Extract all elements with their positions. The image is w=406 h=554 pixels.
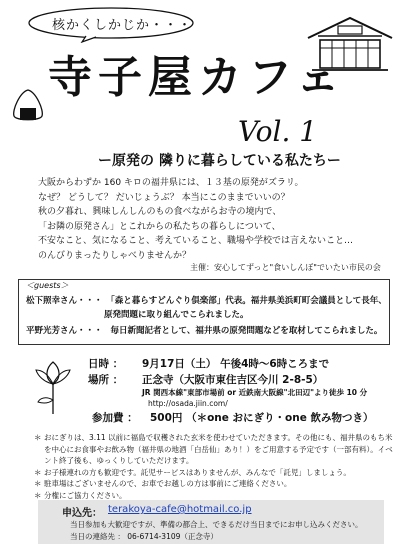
temple-url-link[interactable]: http://osada.jiin.com/ [148, 399, 228, 408]
lotus-icon [32, 356, 74, 416]
place-label: 場所 ： [88, 374, 124, 386]
intro-line: 不安なこと、気になること、考えていること、職場や学校では言えないこと… [38, 236, 354, 246]
intro-line: 大阪からわずか 160 キロの福井県には、１３基の原発がズラリ。 [38, 178, 304, 188]
note-mark: ＊ [34, 433, 42, 442]
date-value: 9月17日（土） 午後4時～6時ころまで [142, 358, 330, 370]
contact-email-link[interactable]: terakoya-cafe@hotmail.co.jp [108, 504, 252, 515]
contact-tel: 当日の連絡先 ： 06-6714-3109（正念寺） [70, 532, 218, 541]
guest-desc: 「森と暮らすどんぐり倶楽部」代表。福井県美浜町町会議員として長年、 [110, 296, 387, 306]
fee-value: 500円 （＊one おにぎり・one 飲み物つき） [150, 412, 374, 424]
note-mark: ＊ [34, 479, 42, 488]
guest-desc-cont: 原発問題に取り組んでこられました。 [104, 310, 249, 320]
contact-label: 申込先： [62, 508, 102, 519]
note-text: 駐車場はございませんので、お車でお越しの方は事前にご連絡ください。 [44, 479, 292, 488]
note-mark: ＊ [34, 490, 42, 500]
intro-line: のんびりまったりしゃべりませんか？ [38, 250, 192, 261]
guest-name: 松下照幸さん・・・ [26, 296, 103, 306]
note-item [34, 478, 394, 490]
note-text: おにぎりは、3.11 以前に福島で収穫された玄米を使わせていただきます。その他にも、福井県のもち米を中心にお食事やお飲み物（福井県の地酒「白岳仙」あり！）をご用意する予定です（一部有料）。イベント終了後も、ゆっくりしていただけます。 [44, 433, 393, 465]
volume-label: Vol. 1 [238, 115, 318, 148]
note-text: お子様連れの方も歓迎です。託児サービスはありませんが、みんなで「託児」しましょう。 [44, 467, 351, 477]
note-item [34, 467, 394, 479]
place-value: 正念寺（大阪市東住吉区今川 2-8-5） [142, 374, 324, 386]
guest-desc: 毎日新聞記者として、福井県の原発問題などを取材してこられました。 [110, 326, 383, 336]
subtitle: ー原発の 隣りに暮らしている私たちー [98, 153, 341, 169]
guest-entry [26, 325, 382, 337]
organizer-signature: 主催：安心してずっと"食いしんぼ"でいたい市民の会 [190, 263, 381, 272]
access-info: JR 関西本線"東部市場前 or 近鉄南大阪線"北田辺"より徒歩 10 分 [142, 388, 368, 397]
intro-line: なぜ？ どうして？ だいじょうぶ？ 本当にこのままでいいの？ [38, 192, 290, 203]
bubble-text: 核かくしかじか・・・ [52, 18, 193, 33]
note-mark: ＊ [34, 467, 42, 477]
notes-list [34, 432, 394, 501]
intro-line: 秋の夕暮れ、興味しんしんのもの食べながらお寺の境内で、 [38, 207, 282, 217]
page-title: 寺子屋カフェ [48, 52, 346, 103]
intro-line: 「お隣の原発さん」とこれからの私たちの暮らしについて、 [38, 221, 281, 232]
guest-name: 平野光芳さん・・・ [26, 326, 103, 336]
onigiri-icon [10, 88, 46, 122]
date-label: 日時 ： [88, 358, 124, 370]
guest-entry [26, 295, 387, 307]
contact-note: 当日参加も大歓迎ですが、準備の都合上、できるだけ当日までにお申し込みください。 [70, 520, 363, 529]
note-item [34, 432, 394, 467]
note-text: 分権にご協力ください。 [44, 490, 127, 500]
guests-heading: ＜guests＞ [26, 281, 69, 290]
intro-text [38, 176, 353, 263]
fee-label: 参加費 ： [92, 412, 138, 424]
